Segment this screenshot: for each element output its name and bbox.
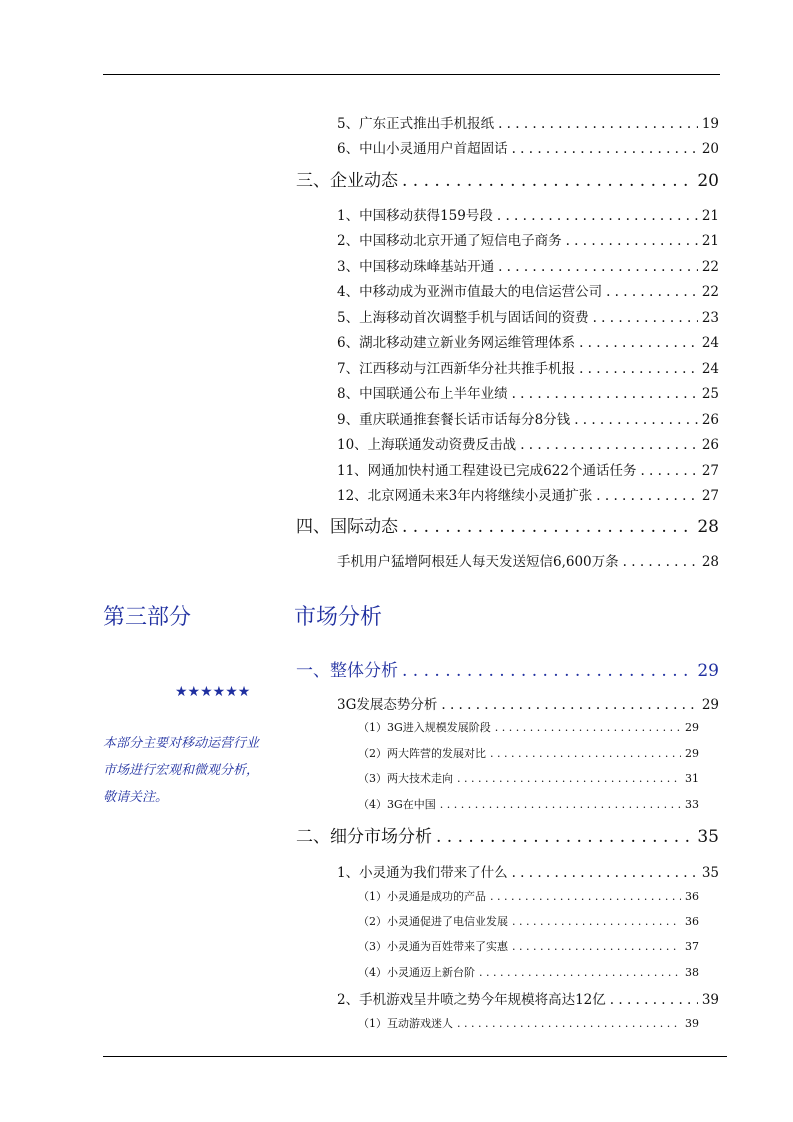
toc-entry-page: 29 bbox=[701, 697, 719, 713]
toc-entry[interactable] bbox=[337, 484, 719, 504]
toc-entry-label: 3G发展态势分析 bbox=[337, 697, 438, 713]
toc-entry[interactable] bbox=[337, 112, 719, 132]
toc-entry-page: 36 bbox=[685, 890, 699, 903]
toc-entry-page: 22 bbox=[701, 284, 719, 300]
toc-entry-label: 12、北京网通未来3年内将继续小灵通扩张 bbox=[337, 488, 593, 504]
toc-entry-label: 3、中国移动珠峰基站开通 bbox=[337, 259, 495, 275]
toc-entry-page: 35 bbox=[701, 865, 719, 881]
toc-leader-dots bbox=[606, 284, 698, 300]
toc-entry-label: 5、广东正式推出手机报纸 bbox=[337, 116, 495, 132]
toc-leader-dots bbox=[402, 661, 693, 681]
toc-entry[interactable] bbox=[358, 719, 699, 735]
section-heading: 市场分析 bbox=[294, 605, 383, 630]
toc-entry[interactable] bbox=[358, 745, 699, 761]
toc-leader-dots bbox=[512, 386, 698, 402]
toc-entry[interactable] bbox=[337, 255, 719, 275]
toc-entry-label: 四、国际动态 bbox=[296, 517, 398, 537]
toc-leader-dots bbox=[498, 116, 698, 132]
toc-entry-label: （2）小灵通促进了电信业发展 bbox=[358, 915, 508, 928]
toc-leader-dots bbox=[520, 437, 698, 453]
toc-entry-label: 11、网通加快村通工程建设已完成622个通话任务 bbox=[337, 463, 637, 479]
toc-leader-dots bbox=[512, 915, 681, 928]
toc-entry-page: 28 bbox=[701, 554, 719, 570]
toc-entry-label: 10、上海联通发动资费反击战 bbox=[337, 437, 517, 453]
toc-leader-dots bbox=[402, 517, 693, 537]
toc-entry[interactable] bbox=[296, 822, 719, 847]
toc-entry-page: 26 bbox=[701, 412, 719, 428]
toc-entry[interactable] bbox=[358, 1015, 699, 1031]
toc-entry-label: 1、中国移动获得159号段 bbox=[337, 208, 493, 224]
toc-entry[interactable] bbox=[337, 861, 719, 881]
toc-entry-label: 手机用户猛增阿根廷人每天发送短信6,600万条 bbox=[337, 554, 619, 570]
toc-entry[interactable] bbox=[358, 888, 699, 904]
toc-leader-dots bbox=[574, 412, 698, 428]
toc-entry-page: 22 bbox=[701, 259, 719, 275]
toc-entry-page: 29 bbox=[685, 721, 699, 734]
toc-entry-label: 6、中山小灵通用户首超固话 bbox=[337, 141, 508, 157]
toc-leader-dots bbox=[495, 721, 681, 734]
toc-leader-dots bbox=[498, 259, 698, 275]
toc-entry-page: 27 bbox=[701, 463, 719, 479]
toc-entry-label: 2、手机游戏呈井喷之势今年规模将高达12亿 bbox=[337, 992, 606, 1008]
toc-entry[interactable] bbox=[337, 229, 719, 249]
toc-entry-label: 1、小灵通为我们带来了什么 bbox=[337, 865, 508, 881]
toc-leader-dots bbox=[596, 488, 698, 504]
toc-entry[interactable] bbox=[337, 331, 719, 351]
toc-leader-dots bbox=[512, 940, 681, 953]
toc-entry-label: （1）3G进入规模发展阶段 bbox=[358, 721, 491, 734]
toc-entry-page: 37 bbox=[685, 940, 699, 953]
toc-entry[interactable] bbox=[358, 938, 699, 954]
toc-entry[interactable] bbox=[337, 459, 719, 479]
toc-entry-page: 26 bbox=[701, 437, 719, 453]
toc-entry-page: 29 bbox=[697, 661, 719, 681]
toc-entry-page: 21 bbox=[701, 208, 719, 224]
toc-entry-page: 20 bbox=[701, 141, 719, 157]
toc-entry[interactable] bbox=[358, 770, 699, 786]
toc-entry[interactable] bbox=[337, 693, 719, 713]
toc-entry-label: 2、中国移动北京开通了短信电子商务 bbox=[337, 233, 562, 249]
toc-entry-page: 36 bbox=[685, 915, 699, 928]
toc-leader-dots bbox=[610, 992, 698, 1008]
toc-entry-label: （1）小灵通是成功的产品 bbox=[358, 890, 486, 903]
toc-entry-label: 9、重庆联通推套餐长话市话每分8分钱 bbox=[337, 412, 571, 428]
toc-entry-label: （4）3G在中国 bbox=[358, 798, 436, 811]
toc-entry-label: （1）互动游戏迷人 bbox=[358, 1017, 453, 1030]
toc-entry-label: 一、整体分析 bbox=[296, 661, 398, 681]
section-note: 本部分主要对移动运营行业市场进行宏观和微观分析，敬请关注。 bbox=[103, 736, 260, 805]
toc-entry-label: 4、中移动成为亚洲市值最大的电信运营公司 bbox=[337, 284, 603, 300]
toc-leader-dots bbox=[579, 361, 698, 377]
toc-entry-page: 29 bbox=[685, 747, 699, 760]
toc-leader-dots bbox=[441, 697, 697, 713]
toc-entry-page: 23 bbox=[701, 310, 719, 326]
toc-entry-label: 7、江西移动与江西新华分社共推手机报 bbox=[337, 361, 576, 377]
toc-entry[interactable] bbox=[296, 656, 719, 681]
toc-entry-page: 28 bbox=[697, 517, 719, 537]
toc-entry[interactable] bbox=[337, 204, 719, 224]
toc-entry[interactable] bbox=[337, 280, 719, 300]
toc-leader-dots bbox=[440, 798, 681, 811]
toc-leader-dots bbox=[593, 310, 698, 326]
toc-leader-dots bbox=[457, 772, 681, 785]
toc-entry-page: 24 bbox=[701, 361, 719, 377]
toc-entry-page: 38 bbox=[685, 966, 699, 979]
toc-entry[interactable] bbox=[337, 137, 719, 157]
toc-entry[interactable] bbox=[358, 913, 699, 929]
toc-entry[interactable] bbox=[296, 166, 719, 191]
toc-entry-label: （3）两大技术走向 bbox=[358, 772, 453, 785]
toc-leader-dots bbox=[457, 1017, 681, 1030]
toc-entry[interactable] bbox=[337, 357, 719, 377]
toc-entry-page: 31 bbox=[685, 772, 699, 785]
toc-entry-page: 35 bbox=[697, 827, 719, 847]
toc-entry[interactable] bbox=[337, 408, 719, 428]
toc-entry-page: 39 bbox=[701, 992, 719, 1008]
toc-leader-dots bbox=[402, 171, 693, 191]
toc-entry[interactable] bbox=[337, 306, 719, 326]
header-rule bbox=[103, 74, 720, 75]
footer-rule bbox=[103, 1056, 727, 1057]
toc-entry-page: 20 bbox=[697, 171, 719, 191]
toc-entry[interactable] bbox=[337, 382, 719, 402]
toc-entry-label: （3）小灵通为百姓带来了实惠 bbox=[358, 940, 508, 953]
toc-entry[interactable] bbox=[358, 796, 699, 812]
toc-entry-page: 24 bbox=[701, 335, 719, 351]
toc-entry[interactable] bbox=[337, 988, 719, 1008]
rating-stars: ★★★★★★ bbox=[175, 684, 251, 700]
toc-leader-dots bbox=[490, 890, 681, 903]
part-label: 第三部分 bbox=[103, 605, 192, 630]
toc-leader-dots bbox=[640, 463, 697, 479]
toc-leader-dots bbox=[436, 827, 693, 847]
toc-entry-page: 39 bbox=[685, 1017, 699, 1030]
toc-entry-label: 8、中国联通公布上半年业绩 bbox=[337, 386, 508, 402]
toc-entry[interactable] bbox=[337, 550, 719, 570]
toc-entry[interactable] bbox=[358, 964, 699, 980]
toc-leader-dots bbox=[512, 141, 698, 157]
toc-entry[interactable] bbox=[296, 512, 719, 537]
toc-leader-dots bbox=[566, 233, 698, 249]
toc-entry-page: 33 bbox=[685, 798, 699, 811]
toc-entry-label: 三、企业动态 bbox=[296, 171, 398, 191]
toc-leader-dots bbox=[512, 865, 698, 881]
toc-entry-page: 19 bbox=[701, 116, 719, 132]
toc-leader-dots bbox=[623, 554, 698, 570]
toc-leader-dots bbox=[497, 208, 698, 224]
toc-entry-page: 27 bbox=[701, 488, 719, 504]
toc-leader-dots bbox=[579, 335, 698, 351]
toc-entry-label: 5、上海移动首次调整手机与固话间的资费 bbox=[337, 310, 589, 326]
toc-leader-dots bbox=[490, 747, 681, 760]
toc-entry-label: （2）两大阵营的发展对比 bbox=[358, 747, 486, 760]
toc-entry-label: 二、细分市场分析 bbox=[296, 827, 432, 847]
toc-entry-label: 6、湖北移动建立新业务网运维管理体系 bbox=[337, 335, 576, 351]
toc-entry-page: 21 bbox=[701, 233, 719, 249]
toc-entry[interactable] bbox=[337, 433, 719, 453]
toc-leader-dots bbox=[479, 966, 681, 979]
toc-entry-label: （4）小灵通迈上新台阶 bbox=[358, 966, 475, 979]
toc-entry-page: 25 bbox=[701, 386, 719, 402]
